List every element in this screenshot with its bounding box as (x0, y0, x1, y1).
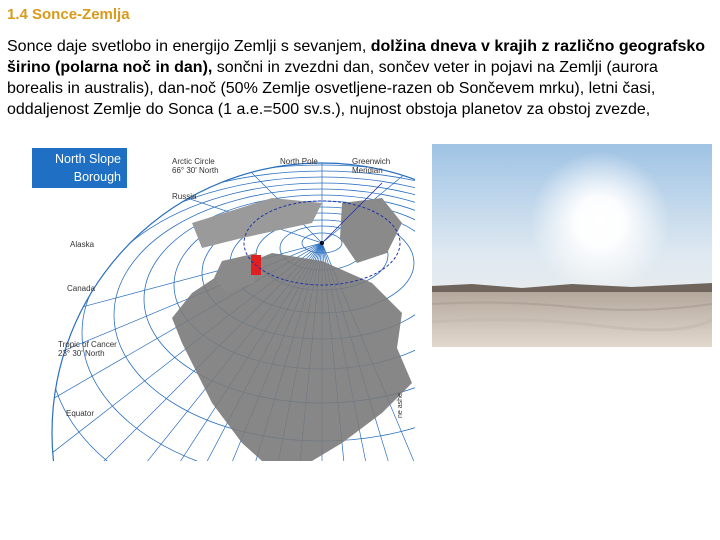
paragraph-bold: dolžina dneva v krajih z različno geografsko širino (polarna noč in dan), (7, 38, 706, 76)
equator-label: Equator (66, 409, 95, 418)
arctic-circle-label (172, 157, 219, 175)
tropic-of-cancer-label (58, 340, 117, 358)
arctic-globe-map (22, 143, 415, 461)
north-pole-label: North Pole (280, 157, 318, 166)
paragraph-part-2: sončni in zvezdni dan, sončev veter in pojavi na Zemlji (aurora borealis in australis), dan-noč (50% Zemlje osvetljene-razen ob Sončevem mrku), letni časi, oddaljenost Zemlje do Sonca (1 a.e.=500 sv.s.), nujnost obstoja planetov za obstoj zvezde, (7, 59, 658, 118)
greenwich-label (352, 157, 390, 175)
body-paragraph (7, 36, 712, 120)
map-credit: ne ashe (397, 393, 404, 418)
badge-line-2: Borough (73, 170, 121, 184)
badge-line-1: North Slope (54, 152, 121, 166)
arctic-circle-label-line-1: Arctic Circle (172, 157, 215, 166)
canada-label: Canada (67, 284, 96, 293)
paragraph-part-1: Sonce daje svetlobo in energijo Zemlji s sevanjem, (7, 38, 371, 55)
page-title: 1.4 Sonce-Zemlja (7, 6, 130, 23)
greenwich-label-line-1: Greenwich (352, 157, 391, 166)
arctic-circle-label-line-2: 66° 30' North (172, 166, 219, 175)
north-slope-borough-badge (32, 148, 127, 188)
arctic-sun-photo (432, 144, 712, 347)
tropic-label-line-2: 23° 30' North (58, 349, 105, 358)
tropic-label-line-1: Tropic of Cancer (58, 340, 117, 349)
greenwich-label-line-2: Meridian (352, 166, 383, 175)
alaska-label: Alaska (70, 240, 95, 249)
photo-graphic (432, 144, 712, 347)
sun (530, 152, 670, 292)
russia-label: Russia (172, 192, 197, 201)
